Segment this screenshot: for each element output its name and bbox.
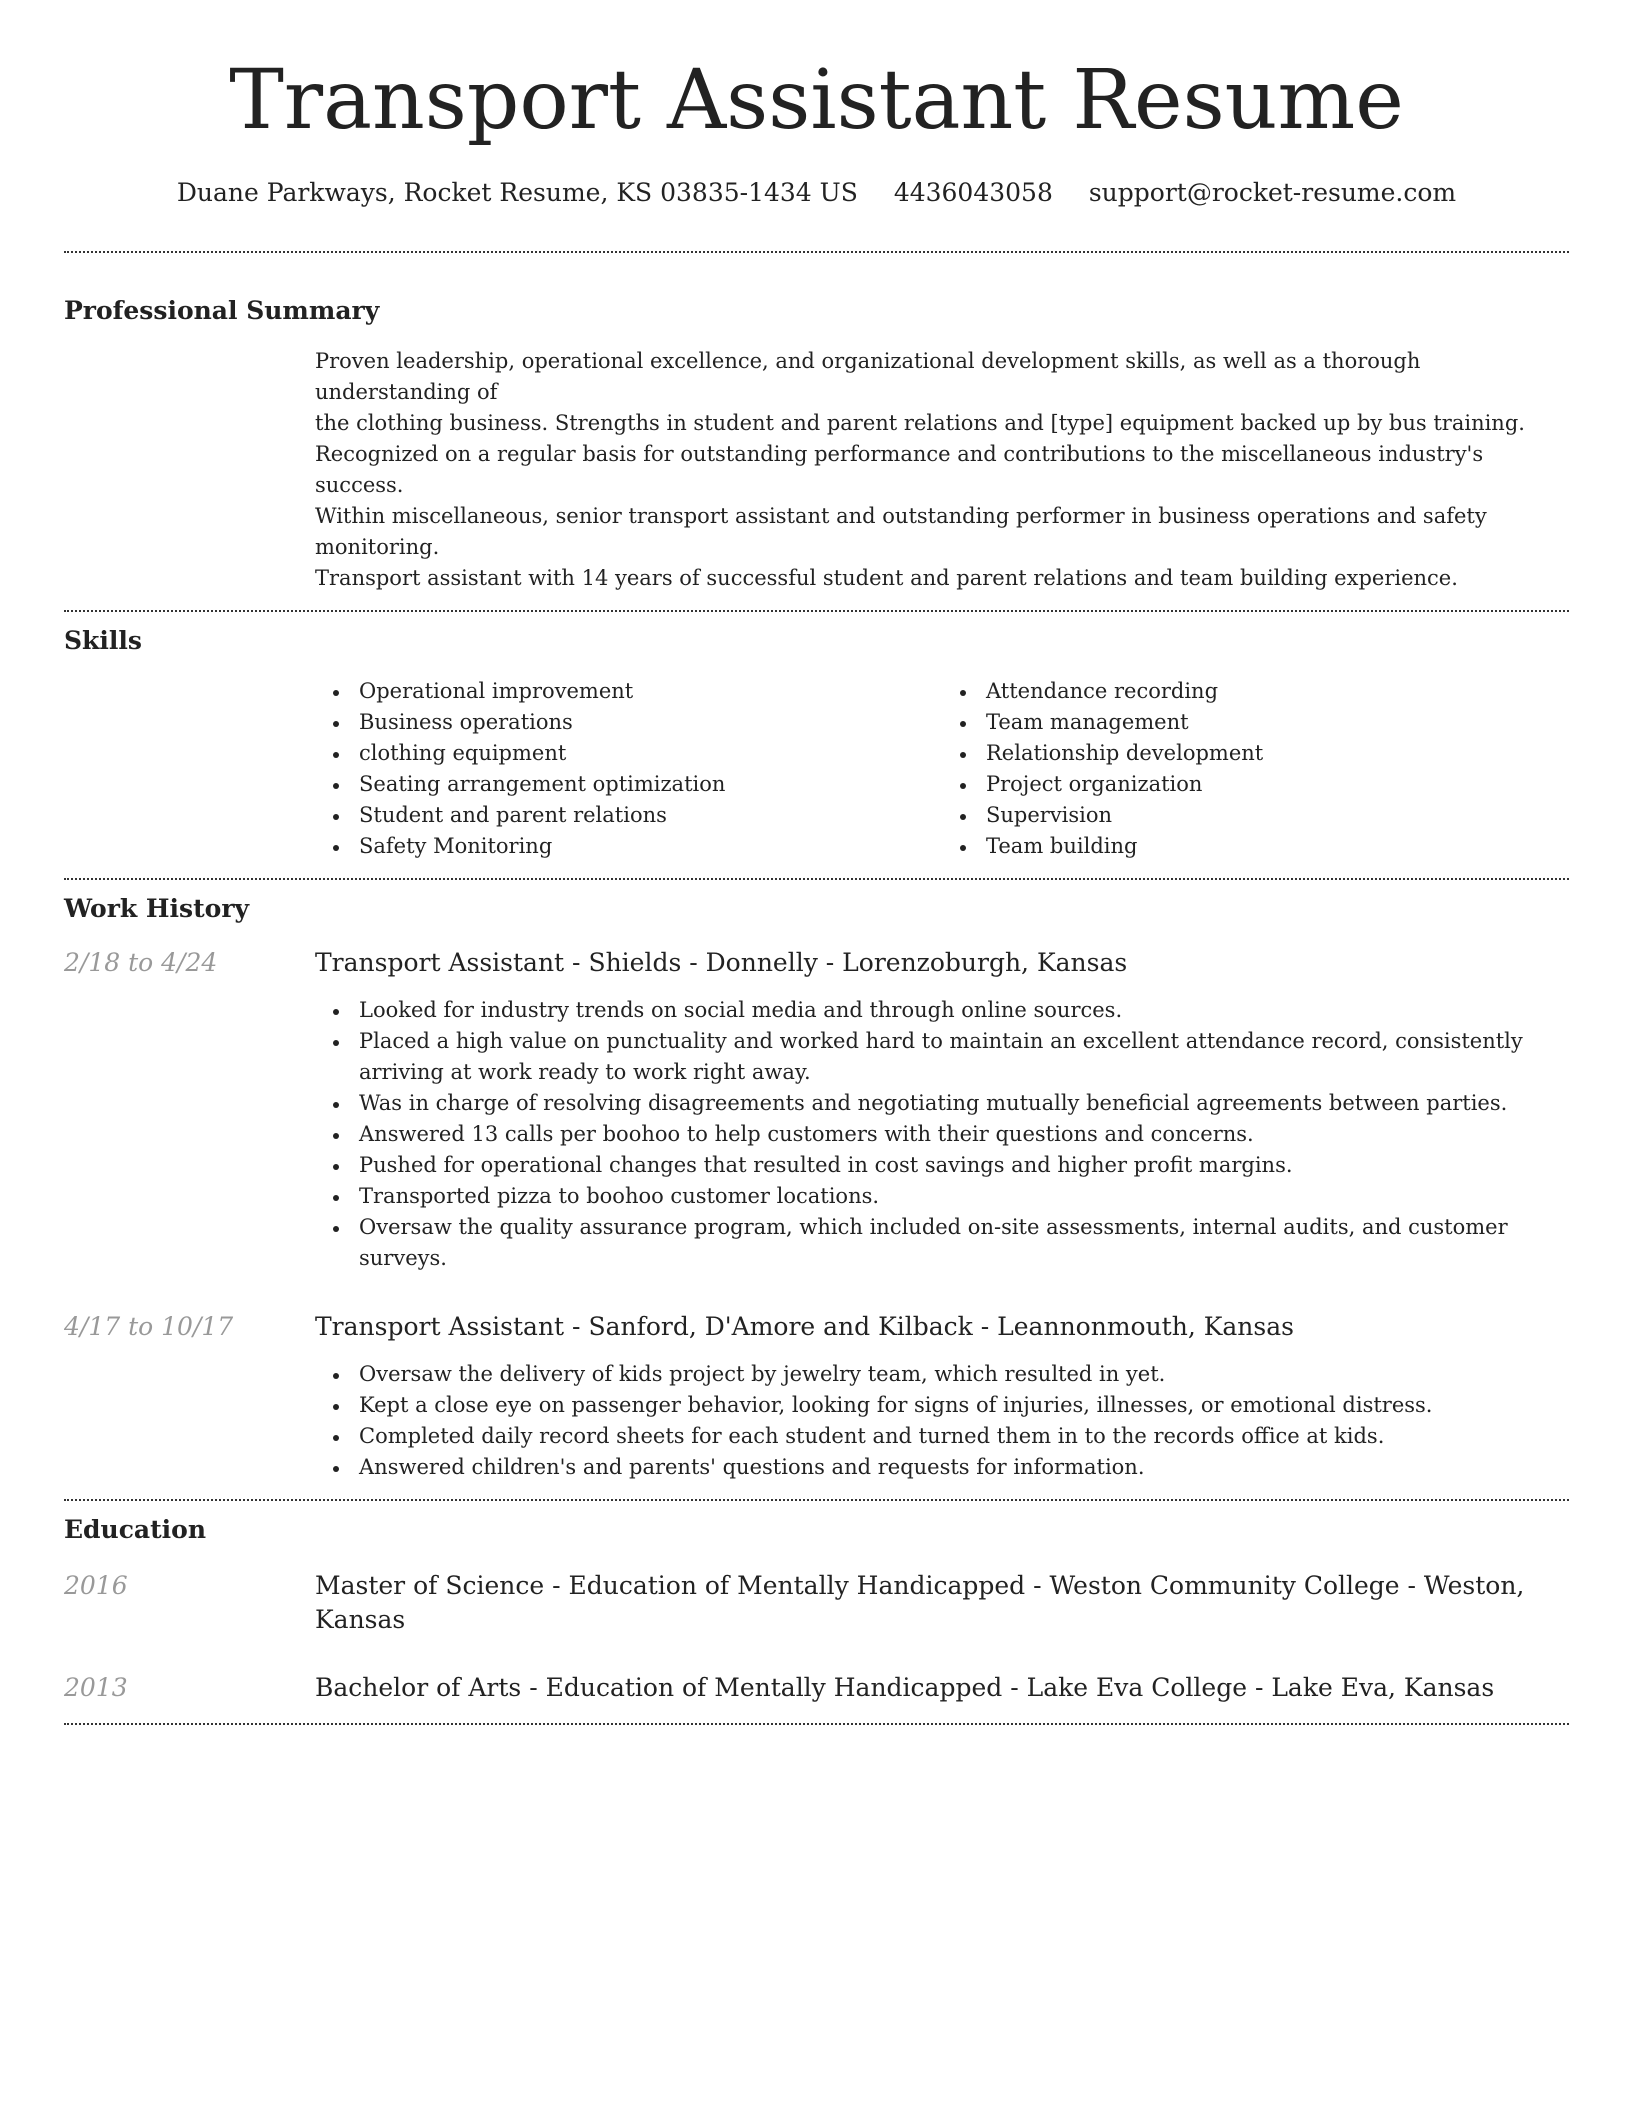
- skill-item: Operational improvement: [359, 676, 942, 707]
- duty-item: Kept a close eye on passenger behavior, looking for signs of injuries, illnesses, or emotional distress.: [359, 1390, 1569, 1421]
- contact-address: Duane Parkways, Rocket Resume, KS 03835-1434 US: [176, 178, 858, 207]
- duty-item: Answered children's and parents' questions and requests for information.: [359, 1452, 1569, 1483]
- education-degree: Master of Science - Education of Mentally Handicapped - Weston Community College - Weston, Kansas: [315, 1571, 1525, 1634]
- section-divider: [64, 251, 1569, 253]
- education-year: 2016: [64, 1571, 128, 1600]
- duty-item: Placed a high value on punctuality and worked hard to maintain an excellent attendance record, consistently arriving at work ready to work right away.: [359, 1026, 1569, 1088]
- job-duties: [315, 995, 1569, 1274]
- summary-text: [315, 346, 1569, 594]
- education-entry: [64, 1671, 1569, 1705]
- skills-column-right: [942, 676, 1569, 862]
- work-history-heading: Work History: [64, 894, 250, 923]
- summary-line: Transport assistant with 14 years of successful student and parent relations and team building experience.: [315, 566, 1458, 590]
- skill-item: Attendance recording: [986, 676, 1569, 707]
- duty-item: Transported pizza to boohoo customer locations.: [359, 1181, 1569, 1212]
- section-divider: [64, 878, 1569, 880]
- job-duties: [315, 1359, 1569, 1483]
- contact-phone: 4436043058: [893, 178, 1053, 207]
- skill-item: Project organization: [986, 769, 1569, 800]
- skill-item: Team management: [986, 707, 1569, 738]
- summary-line: the clothing business. Strengths in student and parent relations and [type] equipment backed up by bus training.: [315, 411, 1525, 435]
- resume-page: [64, 0, 1569, 1725]
- section-divider: [64, 1723, 1569, 1725]
- skill-item: clothing equipment: [359, 738, 942, 769]
- contact-email: support@rocket-resume.com: [1088, 178, 1457, 207]
- job-entry: [64, 1310, 1569, 1483]
- job-entry: [64, 946, 1569, 1274]
- duty-item: Completed daily record sheets for each student and turned them in to the records office at kids.: [359, 1421, 1569, 1452]
- duty-item: Oversaw the delivery of kids project by jewelry team, which resulted in yet.: [359, 1359, 1569, 1390]
- job-details: [315, 1310, 1569, 1483]
- education-entry: [64, 1569, 1569, 1637]
- skill-item: Safety Monitoring: [359, 831, 942, 862]
- duty-item: Answered 13 calls per boohoo to help customers with their questions and concerns.: [359, 1119, 1569, 1150]
- job-title: Transport Assistant - Sanford, D'Amore and Kilback - Leannonmouth, Kansas: [315, 1312, 1294, 1341]
- education-degree: Bachelor of Arts - Education of Mentally Handicapped - Lake Eva College - Lake Eva, Kansas: [315, 1673, 1495, 1702]
- resume-title: Transport Assistant Resume: [229, 53, 1404, 148]
- skill-item: Seating arrangement optimization: [359, 769, 942, 800]
- education-year: 2013: [64, 1673, 128, 1702]
- job-title: Transport Assistant - Shields - Donnelly - Lorenzoburgh, Kansas: [315, 948, 1128, 977]
- duty-item: Was in charge of resolving disagreements and negotiating mutually beneficial agreements between parties.: [359, 1088, 1569, 1119]
- duty-item: Looked for industry trends on social media and through online sources.: [359, 995, 1569, 1026]
- skill-item: Student and parent relations: [359, 800, 942, 831]
- skill-item: Supervision: [986, 800, 1569, 831]
- skills-heading: Skills: [64, 626, 142, 655]
- job-dates: 2/18 to 4/24: [64, 948, 218, 977]
- skills-column-left: [315, 676, 942, 862]
- job-dates: 4/17 to 10/17: [64, 1312, 234, 1341]
- duty-item: Pushed for operational changes that resulted in cost savings and higher profit margins.: [359, 1150, 1569, 1181]
- section-divider: [64, 1499, 1569, 1501]
- summary-line: Proven leadership, operational excellence, and organizational development skills, as well as a thorough understanding of: [315, 349, 1421, 404]
- skill-item: Team building: [986, 831, 1569, 862]
- skills-list: [315, 676, 1569, 862]
- duty-item: Oversaw the quality assurance program, which included on-site assessments, internal audits, and customer surveys.: [359, 1212, 1569, 1274]
- summary-line: Recognized on a regular basis for outstanding performance and contributions to the miscellaneous industry's success.: [315, 442, 1484, 497]
- summary-heading: Professional Summary: [64, 296, 380, 325]
- skill-item: Business operations: [359, 707, 942, 738]
- job-details: [315, 946, 1569, 1274]
- contact-line: [64, 176, 1569, 210]
- skill-item: Relationship development: [986, 738, 1569, 769]
- summary-line: Within miscellaneous, senior transport assistant and outstanding performer in business operations and safety monitoring.: [315, 504, 1487, 559]
- section-divider: [64, 610, 1569, 612]
- education-heading: Education: [64, 1515, 207, 1544]
